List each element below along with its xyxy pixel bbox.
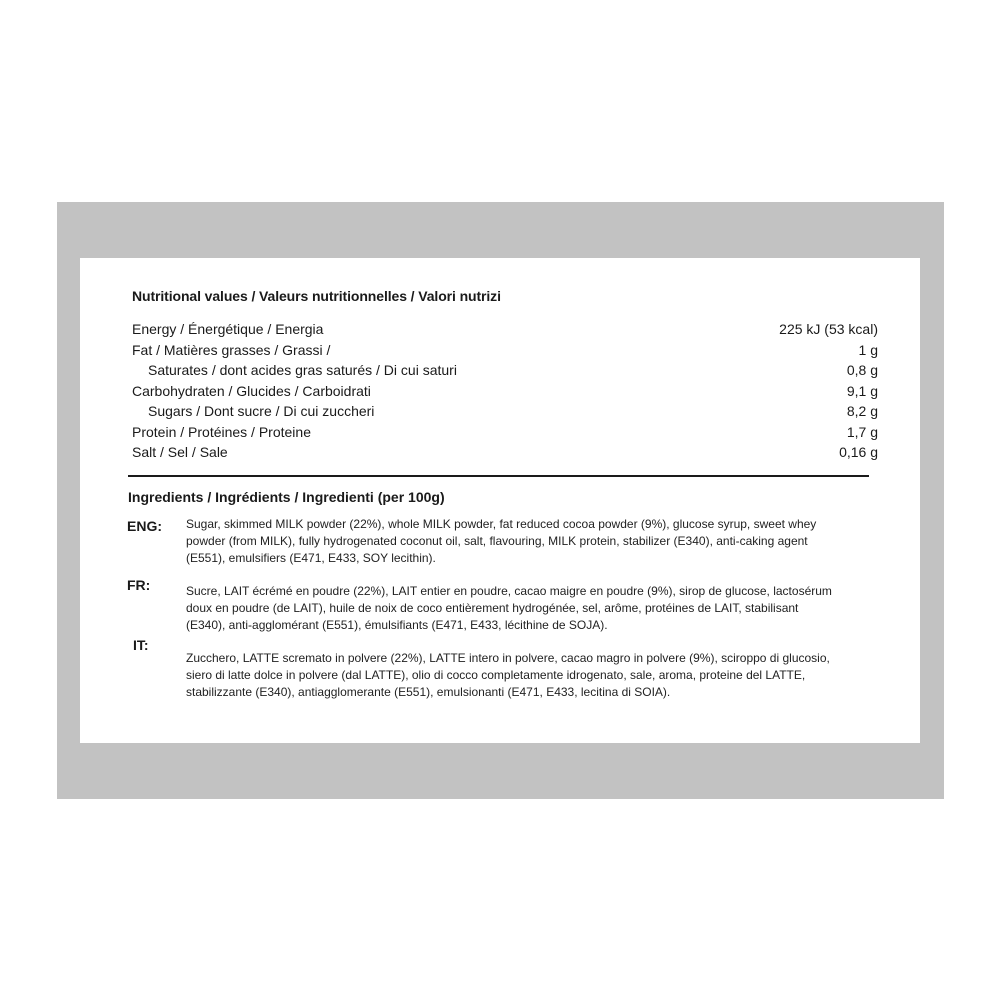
nutrition-value: 1 g xyxy=(858,341,878,358)
nutrition-value: 8,2 g xyxy=(846,403,878,419)
nutrition-label: Protein / Protéines / Proteine xyxy=(132,423,311,440)
nutrition-label: Carbohydraten / Glucides / Carboidrati xyxy=(132,382,371,399)
nutrition-value: 225 kJ (53 kcal) xyxy=(779,321,878,337)
nutrition-value: 0,8 g xyxy=(846,362,878,378)
nutrition-label-card xyxy=(80,258,920,743)
nutrition-value: 1,7 g xyxy=(846,423,878,440)
language-code-it: IT: xyxy=(133,637,149,653)
nutrition-row-energy xyxy=(132,319,878,340)
ingredients-text-fr: Sucre, LAIT écrémé en poudre (22%), LAIT entier en poudre, cacao maigre en poudre (9%), sirop de glucose, lactosérum doux en poudre (de LAIT), huile de noix de coco entièrement hydrogénée, sel, arôme, protéines de LAIT, stabilisant (E340), anti-agglomérant (E551), émulsifiants (E471, E433, lécithine de SOJA). xyxy=(186,584,832,632)
nutrition-table xyxy=(132,319,878,463)
nutrition-label: Salt / Sel / Sale xyxy=(132,444,228,460)
language-code-fr: FR: xyxy=(127,577,151,593)
nutrition-row-saturates xyxy=(132,360,878,381)
nutrition-value: 9,1 g xyxy=(846,382,878,399)
nutrition-title: Nutritional values / Valeurs nutritionnelles / Valori nutrizi xyxy=(132,288,501,304)
nutrition-label: Fat / Matières grasses / Grassi / xyxy=(132,341,331,358)
nutrition-row-protein xyxy=(132,422,878,443)
nutrition-value: 0,16 g xyxy=(839,444,878,460)
ingredients-title: Ingredients / Ingrédients / Ingredienti (per 100g) xyxy=(128,489,445,505)
nutrition-row-fat xyxy=(132,340,878,361)
nutrition-label: Energy / Énergétique / Energia xyxy=(132,321,324,337)
nutrition-label: Sugars / Dont sucre / Di cui zuccheri xyxy=(148,403,375,419)
ingredients-text-eng: Sugar, skimmed MILK powder (22%), whole MILK powder, fat reduced cocoa powder (9%), glucose syrup, sweet whey powder (from MILK), fully hydrogenated coconut oil, salt, flavouring, MILK protein, stabilizer (E340), anti-caking agent (E551), emulsifiers (E471, E433, SOY lecithin). xyxy=(186,517,817,565)
language-code-eng: ENG: xyxy=(127,518,162,534)
nutrition-row-sugars xyxy=(132,401,878,422)
section-divider xyxy=(128,475,869,477)
nutrition-label: Saturates / dont acides gras saturés / Di cui saturi xyxy=(148,362,457,378)
nutrition-row-salt xyxy=(132,442,878,463)
ingredients-text-it: Zucchero, LATTE scremato in polvere (22%), LATTE intero in polvere, cacao magro in polvere (9%), sciroppo di glucosio, siero di latte dolce in polvere (dal LATTE), olio di cocco completamente idrogenato, sale, aroma, proteine del LATTE, stabilizzante (E340), antiagglomerante (E551), emulsionanti (E471, E433, lecitina di SOIA). xyxy=(186,651,830,699)
nutrition-row-carbohydrates xyxy=(132,381,878,402)
